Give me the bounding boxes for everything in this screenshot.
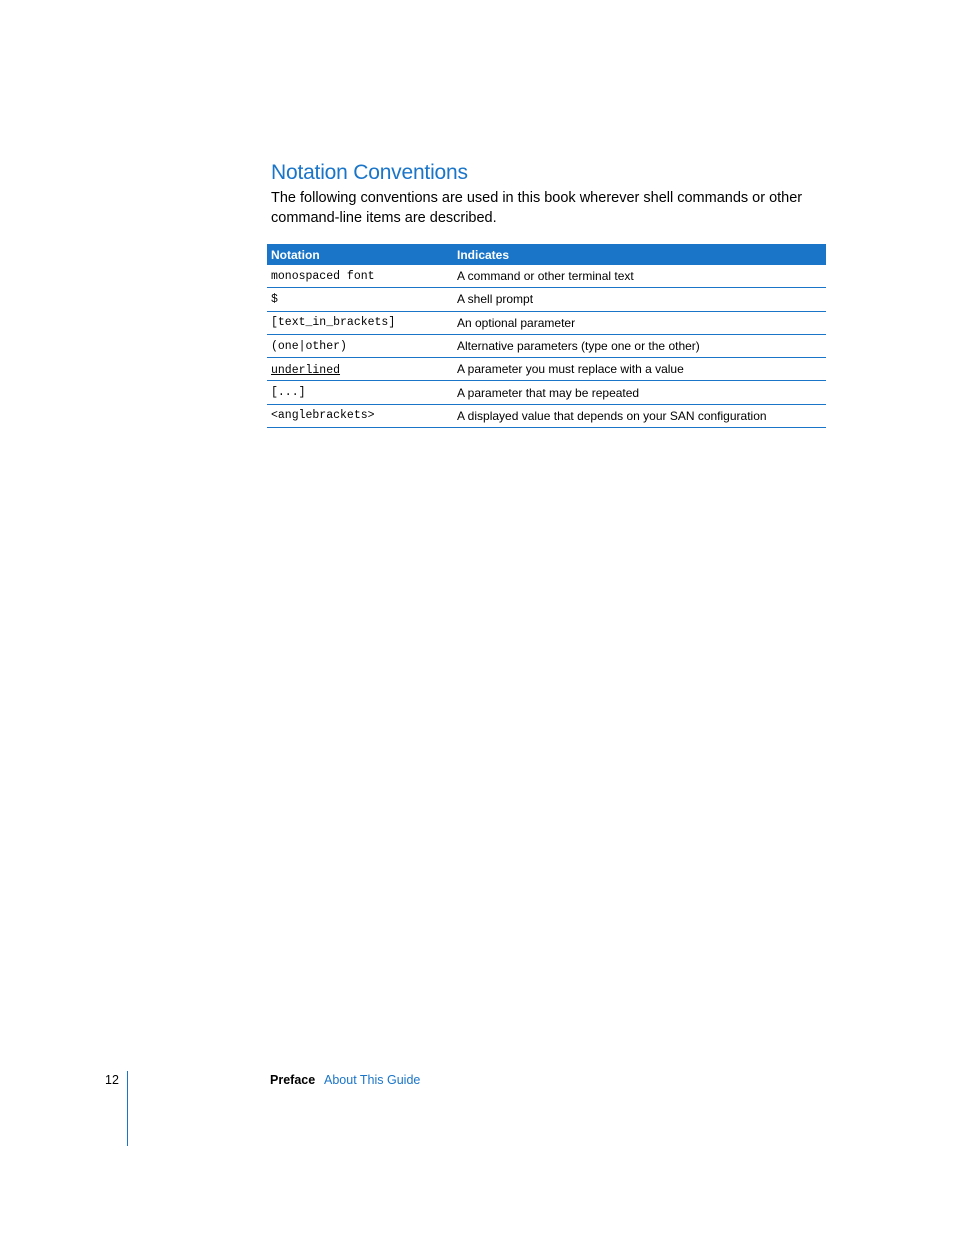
table-row (267, 311, 826, 334)
footer-divider (127, 1071, 128, 1146)
header-indicates: Indicates (453, 244, 826, 265)
footer-part-label: Preface (270, 1073, 316, 1087)
notation-table (267, 244, 826, 428)
indicates-cell: A parameter that may be repeated (453, 381, 826, 404)
table-row (267, 358, 826, 381)
header-notation: Notation (267, 244, 453, 265)
footer-chapter-title: About This Guide (324, 1073, 421, 1087)
indicates-cell: A displayed value that depends on your SAN configuration (453, 404, 826, 427)
table-row (267, 381, 826, 404)
notation-cell: [text_in_brackets] (267, 311, 453, 334)
notation-cell: $ (267, 288, 453, 311)
notation-cell: <anglebrackets> (267, 404, 453, 427)
notation-cell: [...] (267, 381, 453, 404)
table-row (267, 288, 826, 311)
notation-cell: monospaced font (267, 265, 453, 288)
page-number: 12 (105, 1073, 119, 1087)
notation-cell (267, 358, 453, 381)
table-header-row (267, 244, 826, 265)
table-row (267, 404, 826, 427)
notation-cell: (one|other) (267, 334, 453, 357)
indicates-cell: A command or other terminal text (453, 265, 826, 288)
intro-paragraph: The following conventions are used in this book wherever shell commands or other command-line items are described. (271, 190, 803, 226)
indicates-cell: Alternative parameters (type one or the other) (453, 334, 826, 357)
indicates-cell: An optional parameter (453, 311, 826, 334)
underlined-notation: underlined (271, 363, 341, 377)
indicates-cell: A parameter you must replace with a value (453, 358, 826, 381)
indicates-cell: A shell prompt (453, 288, 826, 311)
table-row (267, 265, 826, 288)
table-row (267, 334, 826, 357)
section-title: Notation Conventions (271, 161, 468, 184)
